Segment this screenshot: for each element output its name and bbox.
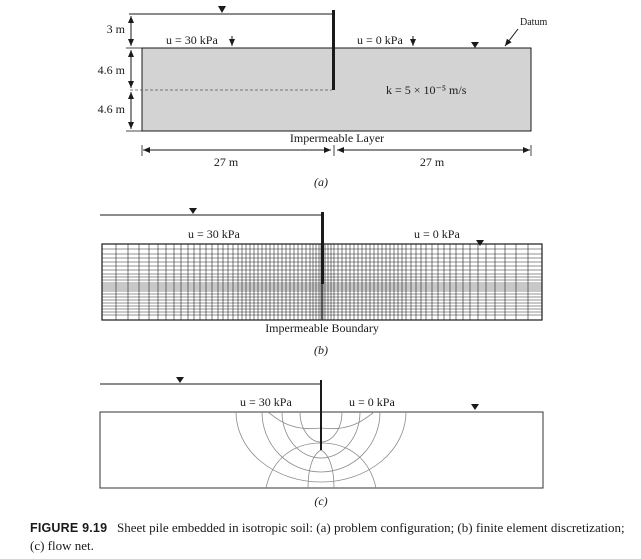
sheet-pile bbox=[321, 212, 324, 284]
datum-label: Datum bbox=[520, 17, 548, 28]
caption-label: FIGURE 9.19 bbox=[30, 521, 108, 535]
pressure-label-left: u = 30 kPa bbox=[240, 395, 292, 409]
panel-a bbox=[98, 6, 548, 189]
panel-tag-c: (c) bbox=[314, 494, 328, 508]
panel-b bbox=[100, 208, 542, 357]
pressure-label-right: u = 0 kPa bbox=[357, 33, 403, 47]
pressure-label-left: u = 30 kPa bbox=[166, 33, 218, 47]
water-level-icon bbox=[189, 208, 197, 214]
sheet-pile bbox=[332, 10, 335, 90]
pressure-label-right: u = 0 kPa bbox=[349, 395, 395, 409]
sheet-pile bbox=[320, 380, 322, 450]
dim-label-bot: 4.6 m bbox=[97, 102, 125, 116]
pressure-label-right: u = 0 kPa bbox=[414, 227, 460, 241]
impermeable-boundary-label: Impermeable Boundary bbox=[265, 321, 379, 335]
panel-tag-a: (a) bbox=[314, 175, 328, 189]
water-level-icon bbox=[471, 404, 479, 410]
dim-label-mid: 4.6 m bbox=[97, 63, 125, 77]
water-level-icon bbox=[476, 240, 484, 246]
width-label-right: 27 m bbox=[419, 155, 445, 169]
pressure-label-left: u = 30 kPa bbox=[188, 227, 240, 241]
water-level-icon bbox=[218, 6, 226, 13]
water-level-icon bbox=[471, 42, 479, 48]
figure-caption bbox=[30, 519, 630, 555]
panel-c bbox=[100, 377, 543, 508]
width-label-left: 27 m bbox=[213, 155, 239, 169]
caption-text: Sheet pile embedded in isotropic soil: (a) problem configuration; (b) finite element discretization; (c) flow net. bbox=[30, 520, 625, 553]
soil-domain bbox=[142, 48, 531, 131]
permeability-label: k = 5 × 10⁻⁵ m/s bbox=[386, 83, 467, 97]
impermeable-layer-label: Impermeable Layer bbox=[289, 131, 385, 145]
dim-label-top: 3 m bbox=[106, 22, 125, 36]
datum-arrow bbox=[505, 29, 518, 46]
water-level-icon bbox=[176, 377, 184, 383]
panel-tag-b: (b) bbox=[314, 343, 328, 357]
